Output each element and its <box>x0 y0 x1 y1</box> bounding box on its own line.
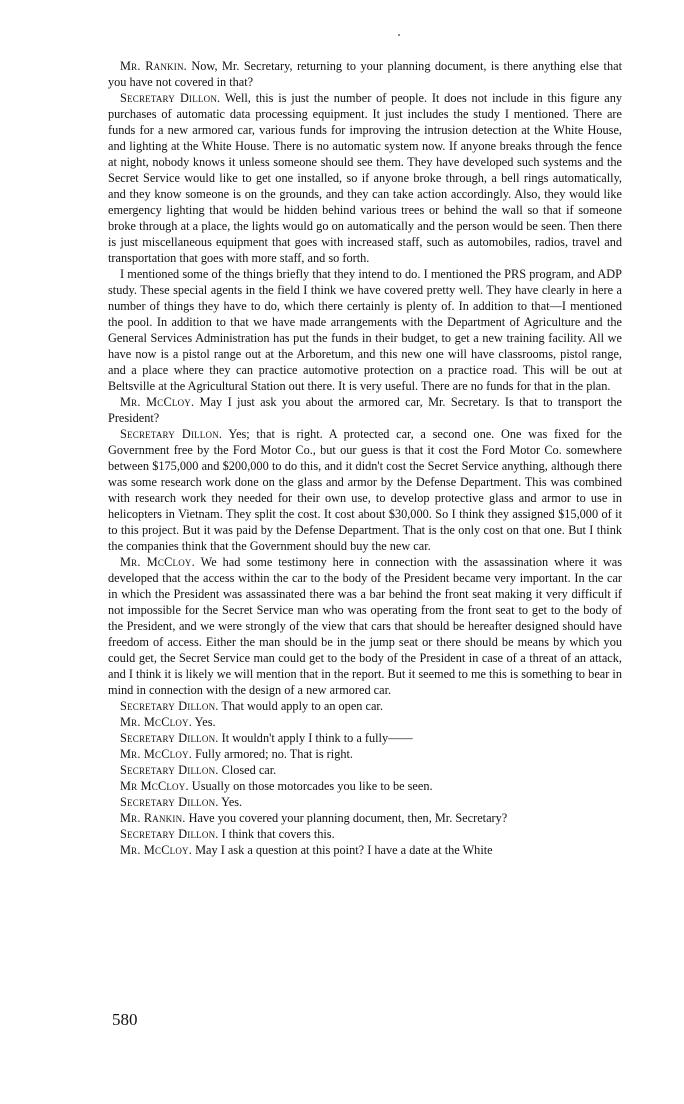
paragraph-1 <box>108 58 622 90</box>
paragraph-text: May I ask a question at this point? I have a date at the White <box>192 843 493 857</box>
speaker-name: Secretary Dillon. <box>120 699 219 713</box>
paragraph-15 <box>108 826 622 842</box>
speaker-name: Secretary Dillon. <box>120 827 219 841</box>
speaker-name: Secretary Dillon. <box>120 795 219 809</box>
speaker-name: Mr. McCloy. <box>120 555 195 569</box>
paragraph-text: Yes. <box>192 715 216 729</box>
speaker-name: Mr. Rankin. <box>120 59 187 73</box>
speaker-name: Mr McCloy. <box>120 779 189 793</box>
speaker-name: Mr. McCloy. <box>120 715 192 729</box>
transcript-page <box>108 58 622 858</box>
paragraph-9 <box>108 730 622 746</box>
speaker-name: Mr. McCloy. <box>120 843 192 857</box>
print-speck <box>398 34 400 36</box>
paragraph-2 <box>108 90 622 266</box>
paragraph-text: Closed car. <box>218 763 277 777</box>
paragraph-text: We had some testimony here in connection with the assassination where it was developed that the access within the car to the body of the President became very important. In the car in which the President was assassinated there was a bar behind the front seat making it very difficult if not impossible for the Secret Service man who was operating from the front seat to get to the body of the President, and we were strongly of the view that cars that should be hereafter designed should have freedom of access. Either the man should be in the jump seat or there should be means by which you could get, the Secret Service man could get to the body of the President in case of a threat of an attack, and I think it is likely we will mention that in the report. But it seemed to me this is something to bear in mind in connection with the design of a new armored car. <box>108 555 622 697</box>
paragraph-text: Have you covered your planning document, then, Mr. Secretary? <box>185 811 508 825</box>
speaker-name: Secretary Dillon. <box>120 731 219 745</box>
paragraph-14 <box>108 810 622 826</box>
paragraph-text: It wouldn't apply I think to a fully—— <box>218 731 413 745</box>
paragraph-4 <box>108 394 622 426</box>
paragraph-text: Yes. <box>218 795 243 809</box>
paragraph-text: Fully armored; no. That is right. <box>192 747 353 761</box>
paragraph-text: I think that covers this. <box>218 827 335 841</box>
paragraph-13 <box>108 794 622 810</box>
paragraph-6 <box>108 554 622 698</box>
speaker-name: Secretary Dillon. <box>120 91 221 105</box>
paragraph-text: I mentioned some of the things briefly that they intend to do. I mentioned the PRS program, and ADP study. These special agents in the field I think we have covered pretty well. They have clearly in here a number of things they have to do, which there certainly is plenty of. In addition to that—I mentioned the pool. In addition to that we have made arrangements with the Department of Agriculture and the General Services Administration has put the funds in their budget, to get a new training facility. All we have now is a pistol range out at the Arboretum, and this new one will have classrooms, pistol range, and a place where they can practice automotive protection on a practice road. This will be out at Beltsville at the Agricultural Station out there. It is very useful. There are no funds for that in the plan. <box>108 267 622 393</box>
paragraph-7 <box>108 698 622 714</box>
paragraph-16 <box>108 842 622 858</box>
paragraph-8 <box>108 714 622 730</box>
paragraph-5 <box>108 426 622 554</box>
paragraph-3 <box>108 266 622 394</box>
paragraph-12 <box>108 778 622 794</box>
paragraph-text: That would apply to an open car. <box>218 699 383 713</box>
paragraph-10 <box>108 746 622 762</box>
speaker-name: Secretary Dillon. <box>120 763 219 777</box>
speaker-name: Secretary Dillon. <box>120 427 223 441</box>
paragraph-text: Well, this is just the number of people. It does not include in this figure any purchases of automatic data processing equipment. It just includes the study I mentioned. There are funds for a new armored car, various funds for improving the intrusion detection at the White House, and lighting at the White House. There is no automatic system now. If anyone breaks through the fence at night, nobody knows it unless someone should see them. They have developed such systems and the Secret Service would like to get one installed, so if anyone broke through, a bell rings automatically, and they know someone is on the grounds, and they can take action accordingly. Also, they would like emergency lighting that would be hidden behind various trees or behind the wall so that if someone broke through at a place, the lights would go on automatically and the person would be seen. Then there is just miscellaneous equipment that goes with increased staff, such as automobiles, radios, travel and transportation that goes with more staff, and so forth. <box>108 91 622 265</box>
paragraph-11 <box>108 762 622 778</box>
paragraph-text: May I just ask you about the armored car, Mr. Secretary. Is that to transport the President? <box>108 395 623 425</box>
page-number: 580 <box>112 1010 138 1029</box>
paragraph-text: Yes; that is right. A protected car, a second one. One was fixed for the Government free by the Ford Motor Co., but our guess is that it cost the Ford Motor Co. somewhere between $175,000 and $200,000 to do this, and it didn't cost the Secret Service anything, although there was some research work done on the glass and armor by the Defense Department. This was combined with research work they needed for their own use, to develop protective glass and armor to use in helicopters in Vietnam. They split the cost. It cost about $30,000. So I think they assigned $15,000 of it to this project. But it was paid by the Defense Department. That is the only cost on that one. But I think the companies think that the Government should buy the new car. <box>108 427 622 553</box>
paragraph-text: Now, Mr. Secretary, returning to your planning document, is there anything else that you have not covered in that? <box>108 59 623 89</box>
speaker-name: Mr. McCloy. <box>120 747 192 761</box>
speaker-name: Mr. Rankin. <box>120 811 186 825</box>
speaker-name: Mr. McCloy. <box>120 395 195 409</box>
paragraph-text: Usually on those motorcades you like to be seen. <box>188 779 433 793</box>
